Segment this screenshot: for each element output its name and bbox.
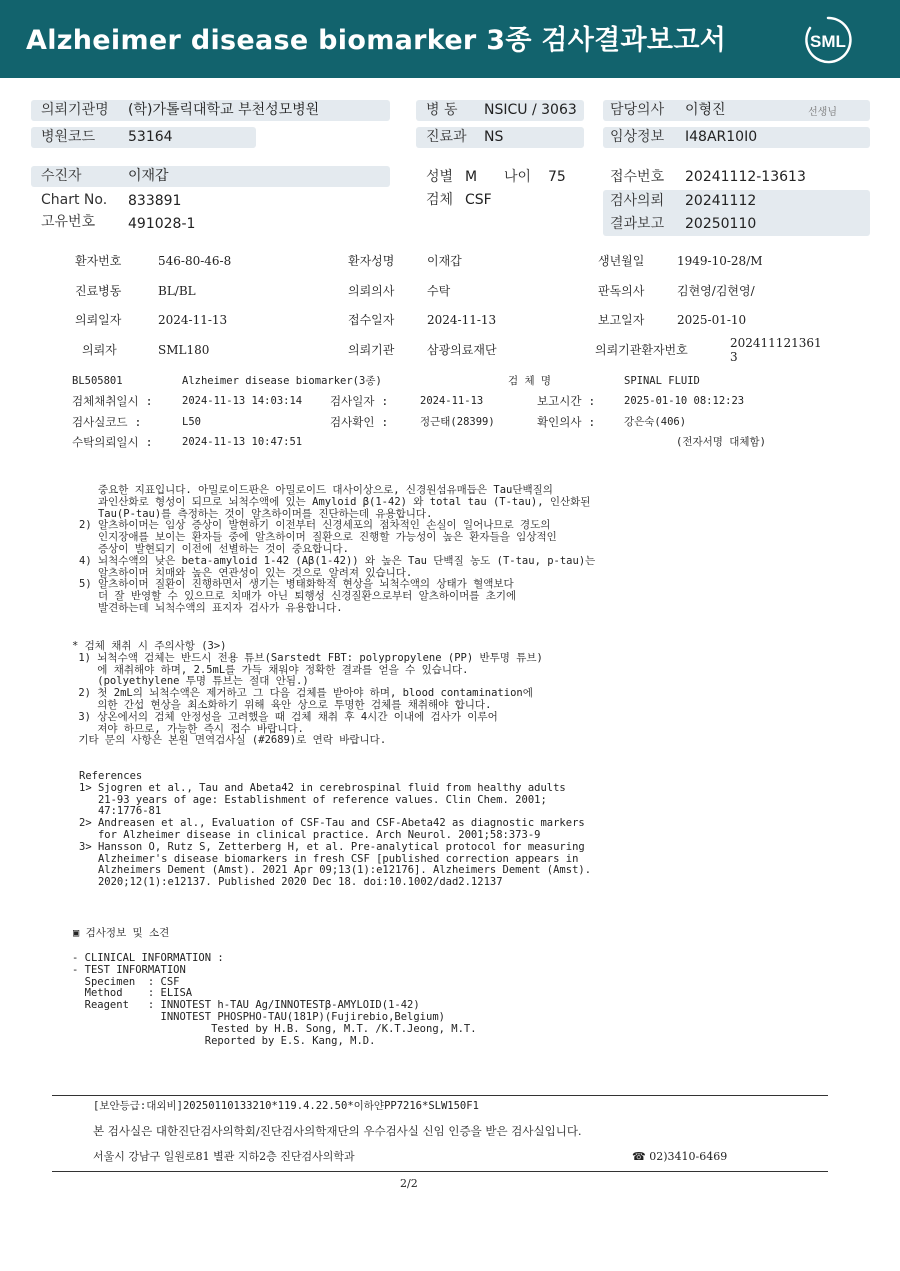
doctor-suffix: 선생님 [808, 107, 837, 118]
age-label: 나이 [504, 169, 532, 185]
test_info-line: - CLINICAL INFORMATION : [72, 952, 224, 964]
hospital-code-value: 53164 [128, 129, 173, 145]
exam-date-label: 검사일자 : [330, 394, 389, 408]
phone-line: ☎ 02)3410-6469 [632, 1150, 728, 1163]
intro-line: 더 잘 반영할 수 있으므로 치매가 아닌 퇴행성 신경질환으로부터 알츠하이머를 초기에 [79, 590, 517, 603]
inst-patient-value-1: 202411121361 [730, 336, 822, 350]
confirm-value: 정근태(28399) [420, 416, 495, 428]
pt-ward-label: 진료병동 [75, 284, 122, 298]
references-line: 1> Sjogren et al., Tau and Abeta42 in cerebrospinal fluid from healthy adults [79, 781, 566, 794]
req-doctor-value: 수탁 [427, 284, 451, 298]
exam-date-value: 2024-11-13 [420, 395, 484, 407]
req-date-label: 의뢰일자 [75, 313, 122, 327]
caution-line: 3) 상온에서의 검체 안정성을 고려했을 때 검체 채취 후 4시간 이내에 검사가 이루어 [72, 710, 498, 723]
logo-text: SML [810, 32, 846, 51]
sex-value: M [465, 169, 478, 185]
test_info-line: Reported by E.S. Kang, M.D. [72, 1034, 376, 1047]
requester-value: SML180 [158, 343, 210, 357]
chart-label: Chart No. [41, 192, 108, 208]
specimen-value: CSF [465, 192, 492, 208]
references-line: for Alzheimer disease in clinical practice. Arch Neurol. 2001;58:373-9 [79, 828, 541, 841]
report-time-value: 2025-01-10 08:12:23 [624, 395, 745, 407]
report-date-label: 보고일자 [598, 313, 645, 327]
test-name: Alzheimer disease biomarker(3종) [182, 375, 382, 387]
receipt-label: 접수번호 [610, 169, 665, 185]
test_info-line: Method : ELISA [72, 987, 193, 1000]
sml-logo-icon [802, 14, 854, 66]
inst-patient-value-2: 3 [730, 350, 738, 364]
caution-text [72, 641, 543, 747]
references-line: 21-93 years of age: Establishment of reference values. Clin Chem. 2001; [79, 793, 547, 806]
institution-label: 의뢰기관명 [41, 102, 109, 118]
section-title: ▣ 검사정보 및 소견 [73, 927, 170, 939]
references-line: Alzheimers Dement (Amst). 2021 Apr 09;13(1):e12176]. Alzheimers Dement (Amst). [79, 864, 592, 877]
clinical-label: 임상정보 [610, 129, 665, 145]
consign-label: 수탁의뢰일시 : [72, 435, 153, 449]
intro-line: 4) 뇌척수액의 낮은 beta-amyloid 1-42 (Aβ(1-42)) 와 높은 Tau 단백질 농도 (T-tau, p-tau)는 [79, 554, 596, 567]
intro-line: Tau(P-tau)를 측정하는 것이 알츠하이머를 진단하는데 유용합니다. [79, 507, 433, 520]
lab-code-label: 검사실코드 : [72, 415, 142, 429]
ward-value: NSICU / 3063 [484, 102, 577, 118]
certification-line: 본 검사실은 대한진단검사의학회/진단검사의학재단의 우수검사실 신임 인증을 받은 검사실입니다. [93, 1124, 582, 1138]
recv-date-label: 접수일자 [348, 313, 395, 327]
caution-line: * 검체 채취 시 주의사항 (3>) [72, 640, 227, 652]
clinical-value: I48AR10I0 [685, 129, 758, 145]
test_info-line: Reagent : INNOTEST h-TAU Ag/INNOTESTβ-AMYLOID(1-42) [72, 999, 420, 1012]
test-code: BL505801 [72, 375, 123, 387]
req-inst-label: 의뢰기관 [348, 343, 395, 357]
references-line: Alzheimer's disease biomarkers in fresh CSF [published correction appears in [79, 852, 579, 865]
caution-line: 져야 하므로, 가능한 즉시 접수 바랍니다. [72, 722, 304, 735]
age-value: 75 [548, 169, 566, 185]
read-doctor-value: 김현영/김현영/ [677, 284, 755, 298]
esign-note: (전자서명 대체함) [676, 436, 766, 448]
inst-patient-label: 의뢰기관환자번호 [595, 343, 688, 357]
sex-label: 성별 [426, 169, 454, 185]
name-label: 환자성명 [348, 254, 395, 268]
intro-line: 2) 알츠하이머는 임상 증상이 발현하기 이전부터 신경세포의 점차적인 손실이 일어나므로 경도의 [79, 519, 551, 532]
intro-text [79, 485, 595, 615]
test_info-line: INNOTEST PHOSPHO-TAU(181P)(Fujirebio,Belgium) [72, 1010, 445, 1023]
references-text [79, 771, 591, 889]
confirm-label: 검사확인 : [330, 415, 389, 429]
birth-label: 생년월일 [598, 254, 645, 268]
references-line: 47:1776-81 [79, 805, 162, 818]
intro-line: 과인산화로 형성이 되므로 뇌척수액에 있는 Amyloid β(1-42) 와 total tau (T-tau), 인산화된 [79, 495, 591, 508]
birth-value: 1949-10-28/M [677, 254, 763, 268]
institution-value: (학)가톨릭대학교 부천성모병원 [128, 102, 320, 118]
caution-line: 기타 문의 사항은 본원 면역검사실 (#2689)로 연락 바랍니다. [72, 734, 387, 747]
references-line: 2020;12(1):e12137. Published 2020 Dec 18. doi:10.1002/dad2.12137 [79, 876, 503, 889]
caution-line: 의한 간섭 현상을 최소화하기 위해 육안 상으로 투명한 검체를 채취해야 합니다. [72, 698, 492, 711]
page-number: 2/2 [400, 1177, 418, 1190]
specimen-label: 검체 [426, 192, 454, 208]
hospital-code-label: 병원코드 [41, 129, 96, 145]
patient-no-label: 환자번호 [75, 254, 122, 268]
caution-line: (polyethylene 투명 튜브는 절대 안됨.) [72, 675, 309, 688]
test-info-text [72, 953, 477, 1047]
specimen-name-label: 검 체 명 [508, 375, 552, 387]
ward-label: 병 동 [426, 102, 458, 118]
unique-label: 고유번호 [41, 214, 96, 230]
test_info-line: Specimen : CSF [72, 975, 180, 988]
name-value: 이재갑 [427, 254, 462, 268]
intro-line: 알츠하이머 치매와 높은 연관성이 있는 것으로 알려져 있습니다. [79, 566, 413, 579]
address-line: 서울시 강남구 일원로81 별관 지하2층 진단검사의학과 [93, 1150, 355, 1163]
test_info-line: - TEST INFORMATION [72, 963, 186, 976]
intro-line: 발견하는데 뇌척수액의 표지자 검사가 유용합니다. [79, 601, 343, 614]
doctor-label: 담당의사 [610, 102, 665, 118]
requester-label: 의뢰자 [82, 343, 117, 357]
security-line: [보안등급:대외비]20250110133210*119.4.22.50*이하얀PP7216*SLW150F1 [93, 1100, 479, 1112]
patient-pill [31, 166, 390, 187]
doctor-value: 이형진 [685, 102, 726, 118]
request-label: 검사의뢰 [610, 193, 665, 209]
test_info-line: Tested by H.B. Song, M.T. /K.T.Jeong, M.T. [72, 1022, 477, 1035]
report-title: Alzheimer disease biomarker 3종 검사결과보고서 [26, 25, 727, 56]
specimen-name-value: SPINAL FLUID [624, 375, 700, 387]
req-date-value: 2024-11-13 [158, 313, 228, 327]
req-doctor-label: 의뢰의사 [348, 284, 395, 298]
patient-no-value: 546-80-46-8 [158, 254, 232, 268]
confirm-doctor-label: 확인의사 : [537, 415, 596, 429]
footer-divider-bottom [52, 1171, 828, 1172]
report-date-value: 2025-01-10 [677, 313, 747, 327]
report-label: 결과보고 [610, 216, 665, 232]
patient-label: 수진자 [41, 168, 82, 184]
lab-code-value: L50 [182, 416, 201, 428]
unique-value: 491028-1 [128, 216, 196, 232]
references-line: 2> Andreasen et al., Evaluation of CSF-Tau and CSF-Abeta42 as diagnostic markers [79, 817, 585, 830]
report-header [0, 0, 900, 78]
pt-ward-value: BL/BL [158, 284, 196, 298]
confirm-doctor-value: 강은숙(406) [624, 416, 687, 428]
collect-value: 2024-11-13 14:03:14 [182, 395, 303, 407]
report-value: 20250110 [685, 216, 757, 232]
intro-line: 인지장애를 보이는 환자들 중에 알츠하이머 질환으로 진행할 가능성이 높은 환자들을 임상적인 [79, 531, 557, 544]
intro-line: 중요한 지표입니다. 아밀로이드판은 아밀로이드 대사이상으로, 신경원섬유매듭은 Tau단백질의 [79, 484, 553, 496]
collect-label: 검체채취일시 : [72, 394, 153, 408]
report-time-label: 보고시간 : [537, 394, 596, 408]
footer-divider-top [52, 1095, 828, 1096]
caution-line: 1) 뇌척수액 검체는 반드시 전용 튜브(Sarstedt FBT: polypropylene (PP) 반투명 튜브) [72, 651, 543, 664]
receipt-value: 20241112-13613 [685, 169, 806, 185]
chart-value: 833891 [128, 193, 182, 209]
intro-line: 5) 알츠하이머 질환이 진행하면서 생기는 병태화학적 현상을 뇌척수액의 상태가 혈액보다 [79, 578, 514, 591]
dept-value: NS [484, 129, 504, 145]
request-value: 20241112 [685, 193, 757, 209]
req-inst-value: 삼광의료재단 [427, 343, 497, 357]
caution-line: 2) 첫 2mL의 뇌척수액은 제거하고 그 다음 검체를 받아야 하며, blood contamination에 [72, 687, 533, 700]
recv-date-value: 2024-11-13 [427, 313, 497, 327]
caution-line: 에 채취해야 하며, 2.5mL를 가득 채워야 정확한 결과를 얻을 수 있습니다. [72, 663, 469, 676]
dept-label: 진료과 [426, 129, 467, 145]
references-line: 3> Hansson O, Rutz S, Zetterberg H, et al. Pre-analytical protocol for measuring [79, 840, 585, 853]
read-doctor-label: 판독의사 [598, 284, 645, 298]
patient-value: 이재갑 [128, 168, 169, 184]
consign-value: 2024-11-13 10:47:51 [182, 436, 303, 448]
references-line: References [79, 770, 143, 782]
intro-line: 증상이 발현되기 이전에 선별하는 것이 중요합니다. [79, 542, 349, 555]
